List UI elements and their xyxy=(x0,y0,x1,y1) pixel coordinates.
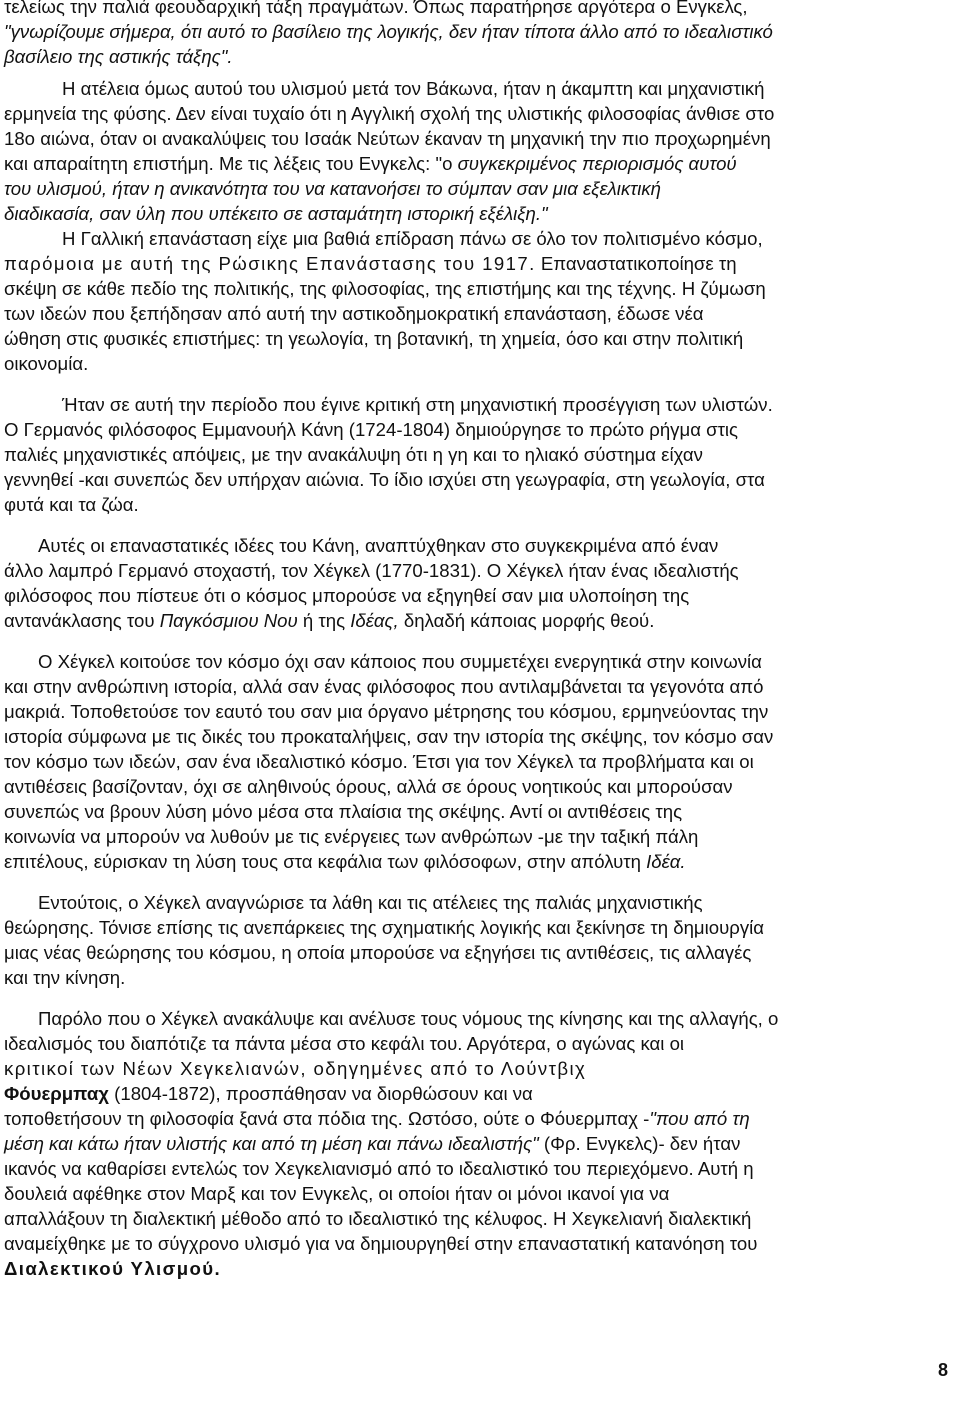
text-line: γεννηθεί -και συνεπώς δεν υπήρχαν αιώνια. Το ίδιο ισχύει στη γεωγραφία, στη γεωλογία, στα xyxy=(4,469,765,490)
text-line: οικονομία. xyxy=(4,353,89,374)
text-line: μακριά. Τοποθετούσε τον εαυτό του σαν μια όργανο μέτρησης του κόσμου, ερμηνεύοντας την xyxy=(4,701,769,722)
document-body xyxy=(4,0,944,1281)
quote-text: συγκεκριμένος περιορισμός αυτού xyxy=(457,153,737,174)
text-line: αντιθέσεις βασίζονταν, όχι σε αληθινούς όρους, αλλά σε όρους νοητικούς και μπορούσαν xyxy=(4,776,733,797)
text-line: Επαναστατικοποίησε τη xyxy=(535,253,737,274)
text-line: φυτά και τα ζώα. xyxy=(4,494,139,515)
text-line: Ο Χέγκελ κοιτούσε τον κόσμο όχι σαν κάποιος που συμμετέχει ενεργητικά στην κοινωνία xyxy=(38,651,762,672)
paragraph-7 xyxy=(4,890,944,990)
text-line: των ιδεών που ξεπήδησαν από αυτή την αστικοδημοκρατική επανάσταση, έδωσε νέα xyxy=(4,303,704,324)
text-line: ή της xyxy=(297,610,351,631)
bold-term: Φόυερμπαχ xyxy=(4,1083,109,1104)
text-line: ερμηνεία της φύσης. Δεν είναι τυχαίο ότι η Αγγλική σχολή της υλιστικής φιλοσοφίας άνθισε στο xyxy=(4,103,775,124)
text-line: αντανάκλασης του xyxy=(4,610,160,631)
text-line: συνεπώς να βρουν λύση μόνο μέσα στα πλαίσια της σκέψης. Αντί οι αντιθέσεις της xyxy=(4,801,683,822)
paragraph-2 xyxy=(4,76,944,226)
paragraph-5 xyxy=(4,533,944,633)
text-line: Παρόλο που ο Χέγκελ ανακάλυψε και ανέλυσε τους νόμους της κίνησης και της αλλαγής, ο xyxy=(38,1008,779,1029)
page-number: 8 xyxy=(937,1360,948,1380)
paragraph-8 xyxy=(4,1006,944,1281)
paragraph-3 xyxy=(4,226,944,376)
text-line: επιτέλους, εύρισκαν τη λύση τους στα κεφάλια των φιλόσοφων, στην απόλυτη xyxy=(4,851,647,872)
text-line: άλλο λαμπρό Γερμανό στοχαστή, τον Χέγκελ (1770-1831). Ο Χέγκελ ήταν ένας ιδεαλιστής xyxy=(4,560,739,581)
text-line: και στην ανθρώπινη ιστορία, αλλά σαν ένας φιλόσοφος που αντιλαμβάνεται τα γεγονότα από xyxy=(4,676,764,697)
text-line: δουλειά αφέθηκε στον Μαρξ και τον Ενγκελς, οι οποίοι ήταν οι μόνοι ικανοί για να xyxy=(4,1183,670,1204)
text-line: κριτικοί των Νέων Χεγκελιανών, οδηγημένες από το Λούντβιχ xyxy=(4,1058,587,1079)
quote-line: βασίλειο της αστικής τάξης". xyxy=(4,46,233,67)
text-line: σκέψη σε κάθε πεδίο της πολιτικής, της φιλοσοφίας, της επιστήμης και της τέχνης. Η ζύμωση xyxy=(4,278,766,299)
paragraph-1 xyxy=(4,0,944,69)
text-line: Ο Γερμανός φιλόσοφος Εμμανουήλ Κάνη (1724-1804) δημιούργησε το πρώτο ρήγμα στις xyxy=(4,419,739,440)
text-line: παλιές μηχανιστικές απόψεις, με την ανακάλυψη ότι η γη και το ηλιακό σύστημα είχαν xyxy=(4,444,703,465)
text-line: αναμείχθηκε με το σύγχρονο υλισμό για να δημιουργηθεί στην επαναστατική κατανόηση του xyxy=(4,1233,758,1254)
text-line: Εντούτοις, ο Χέγκελ αναγνώρισε τα λάθη και τις ατέλειες της παλιάς μηχανιστικής xyxy=(38,892,703,913)
text-line: ιδεαλισμός του διαπότιζε τα πάντα μέσα στο κεφάλι του. Αργότερα, ο αγώνας και οι xyxy=(4,1033,685,1054)
text-line: Η ατέλεια όμως αυτού του υλισμού μετά τον Βάκωνα, ήταν η άκαμπτη και μηχανιστική xyxy=(62,78,765,99)
quote-text: μέση και κάτω ήταν υλιστής και από τη μέση και πάνω ιδεαλιστής" xyxy=(4,1133,539,1154)
text-line: ικανός να καθαρίσει εντελώς τον Χεγκελιανισμό από το ιδεαλιστικό του περιεχόμενο. Αυτή η xyxy=(4,1158,754,1179)
text-line: θεώρησης. Τόνισε επίσης τις ανεπάρκειες της σχηματικής λογικής και ξεκίνησε τη δημιουργία xyxy=(4,917,765,938)
text-line: μιας νέας θεώρησης του κόσμου, η οποία μπορούσε να εξηγήσει τις αντιθέσεις, τις αλλαγές xyxy=(4,942,752,963)
text-line: φιλόσοφος που πίστευε ότι ο κόσμος μπορούσε να εξηγηθεί σαν μια υλοποίηση της xyxy=(4,585,690,606)
quote-text: "που από τη xyxy=(649,1108,750,1129)
italic-term: Ιδέα. xyxy=(646,851,686,872)
paragraph-4 xyxy=(4,392,944,517)
text-line: και την κίνηση. xyxy=(4,967,126,988)
bold-term: Διαλεκτικού Υλισμού. xyxy=(4,1258,222,1279)
text-line: Ήταν σε αυτή την περίοδο που έγινε κριτική στη μηχανιστική προσέγγιση των υλιστών. xyxy=(62,394,773,415)
text-line: τελείως την παλιά φεουδαρχική τάξη πραγμάτων. Όπως παρατήρησε αργότερα ο Ενγκελς, xyxy=(4,0,748,17)
text-line: απαλλάξουν τη διαλεκτική μέθοδο από το ιδεαλιστικό της κέλυφος. Η Χεγκελιανή διαλεκτική xyxy=(4,1208,752,1229)
text-line: ιστορία σύμφωνα με τις δικές του προκαταλήψεις, σαν την ιστορία της σκέψης, τον κόσμο σαν xyxy=(4,726,774,747)
text-line: (Φρ. Ενγκελς)- δεν ήταν xyxy=(538,1133,741,1154)
text-line: (1804-1872), προσπάθησαν να διορθώσουν και να xyxy=(109,1083,533,1104)
paragraph-6 xyxy=(4,649,944,874)
text-line: ώθηση στις φυσικές επιστήμες: τη γεωλογία, τη βοτανική, τη χημεία, όσο και στην πολιτική xyxy=(4,328,744,349)
text-line: Η Γαλλική επανάσταση είχε μια βαθιά επίδραση πάνω σε όλο τον πολιτισμένο κόσμο, xyxy=(62,228,763,249)
text-line: δηλαδή κάποιας μορφής θεού. xyxy=(398,610,655,631)
text-line: 18ο αιώνα, όταν οι ανακαλύψεις του Ισαάκ Νεύτων έκαναν τη μηχανική την πιο προχωρημένη xyxy=(4,128,771,149)
text-line: Αυτές οι επαναστατικές ιδέες του Κάνη, αναπτύχθηκαν στο συγκεκριμένα από έναν xyxy=(38,535,719,556)
text-line: παρόμοια με αυτή της Ρώσικης Επανάστασης του 1917. xyxy=(4,253,536,274)
italic-term: Ιδέας, xyxy=(350,610,399,631)
quote-line: "γνωρίζουμε σήμερα, ότι αυτό το βασίλειο της λογικής, δεν ήταν τίποτα άλλο από το ιδεαλιστικό xyxy=(4,21,773,42)
text-line: κοινωνία να μπορούν να λυθούν με τις ενέργειες των ανθρώπων -με την ταξική πάλη xyxy=(4,826,699,847)
quote-line: του υλισμού, ήταν η ανικανότητα του να κατανοήσει το σύμπαν σαν μια εξελικτική xyxy=(4,178,661,199)
quote-line: διαδικασία, σαν ύλη που υπέκειτο σε ασταμάτητη ιστορική εξέλιξη." xyxy=(4,203,548,224)
italic-term: Παγκόσμιου Νου xyxy=(159,610,298,631)
text-line: τον κόσμο των ιδεών, σαν ένα ιδεαλιστικό κόσμο. Έτσι για τον Χέγκελ τα προβλήματα και οι xyxy=(4,751,754,772)
text-line: και απαραίτητη επιστήμη. Με τις λέξεις του Ενγκελς: "ο xyxy=(4,153,458,174)
text-line: τοποθετήσουν τη φιλοσοφία ξανά στα πόδια της. Ωστόσο, ούτε ο Φόυερμπαχ - xyxy=(4,1108,650,1129)
